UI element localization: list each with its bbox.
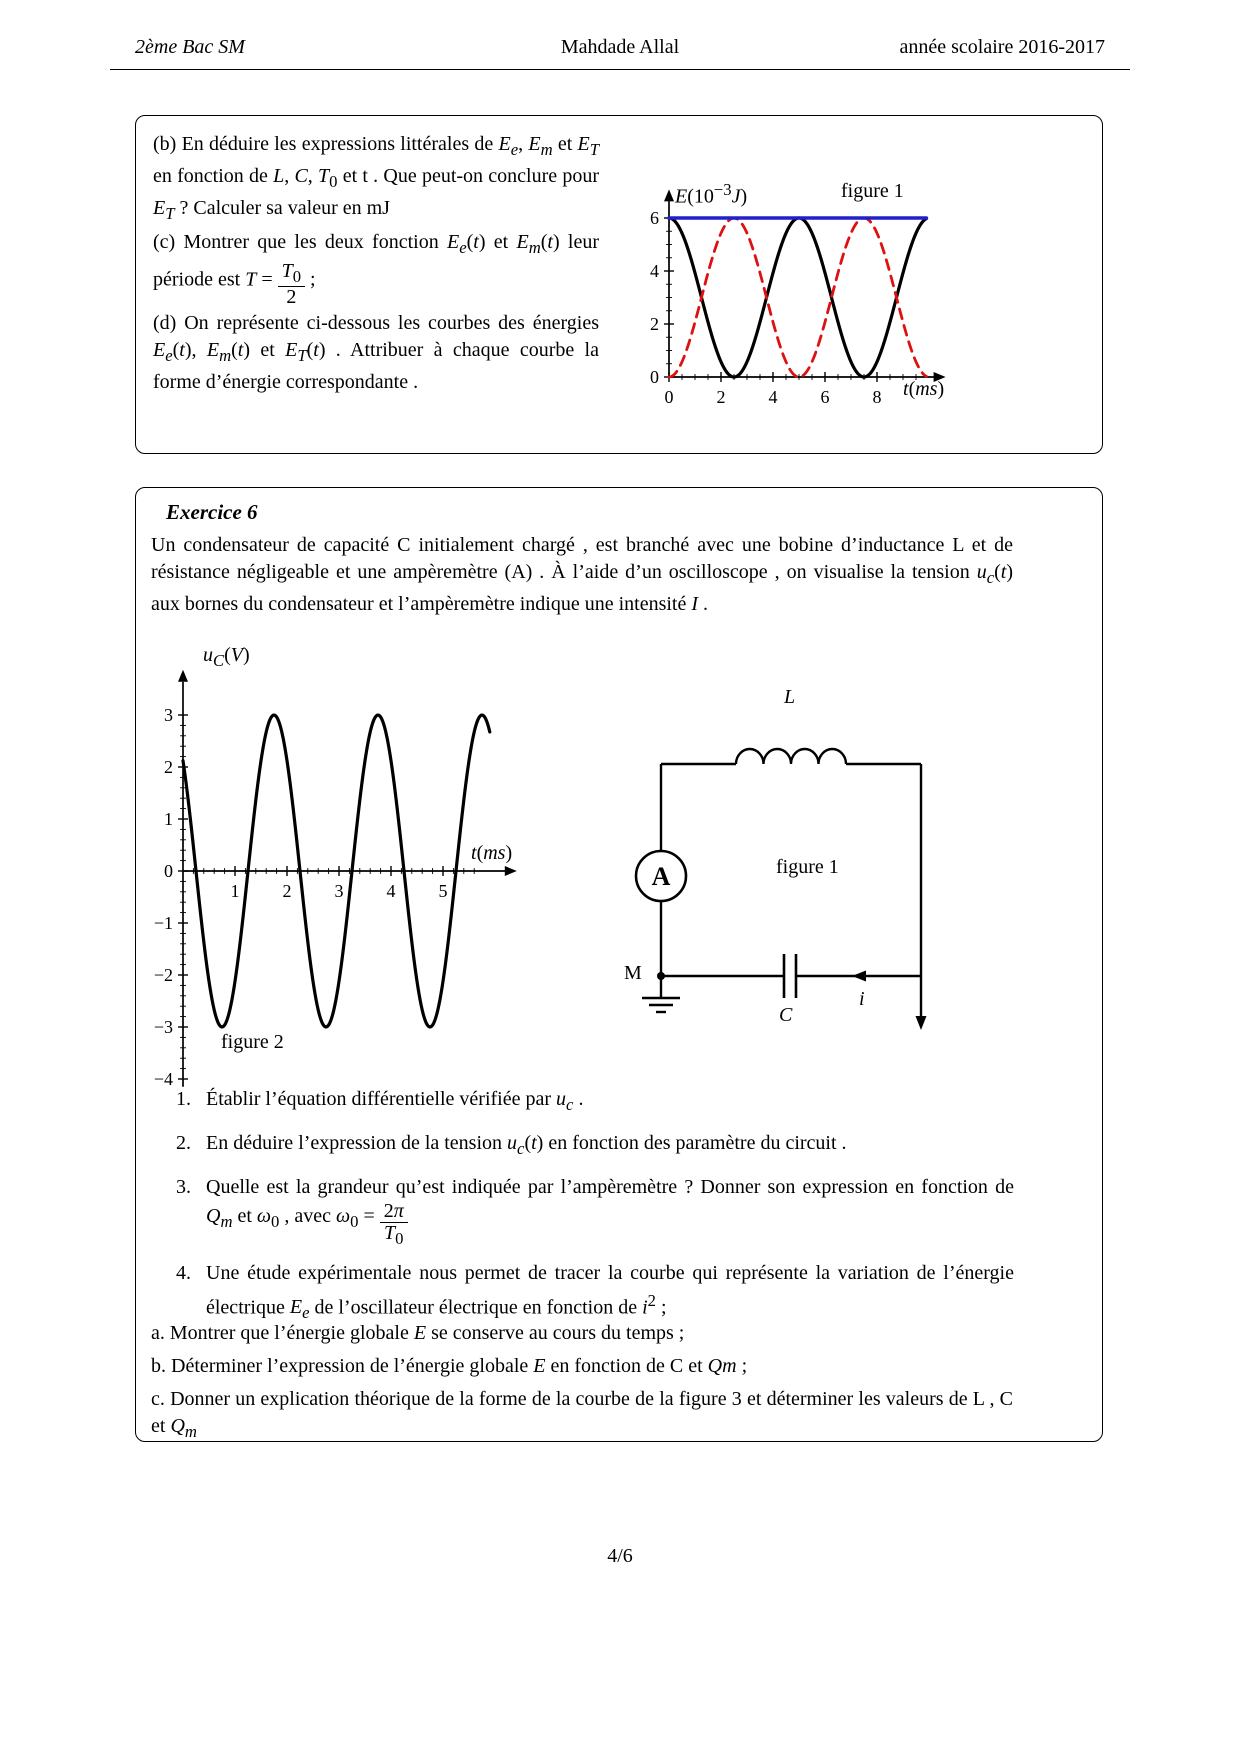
header-author: Mahdade Allal bbox=[560, 36, 680, 58]
svg-text:6: 6 bbox=[650, 208, 659, 228]
exercise6-box bbox=[135, 487, 1103, 1442]
svg-text:5: 5 bbox=[438, 881, 448, 901]
figure2-voltage-chart bbox=[141, 646, 533, 1098]
question-item-4 bbox=[176, 1260, 1014, 1327]
ammeter-letter: A bbox=[651, 862, 671, 891]
figure1-energy-chart bbox=[641, 180, 976, 428]
circuit-caption: figure 1 bbox=[776, 856, 839, 878]
inductor-label: L bbox=[784, 686, 796, 708]
question-list bbox=[176, 1086, 1014, 1338]
question-text: Une étude expérimentale nous permet de tracer la courbe qui représente la variation de l’énergie électrique $E_e$ de l’oscillateur électrique en fonction de $i^2$ ; bbox=[206, 1261, 1014, 1323]
question-number: 1. bbox=[176, 1088, 191, 1110]
svg-text:0: 0 bbox=[664, 387, 674, 407]
fig1-y-axis-label: $E(10^{-3}J)$ bbox=[675, 180, 748, 208]
voltage-chart-svg bbox=[141, 646, 533, 1098]
svg-text:−1: −1 bbox=[153, 913, 173, 933]
question-number: 4. bbox=[176, 1261, 191, 1284]
ground-icon bbox=[642, 976, 680, 1012]
svg-text:−3: −3 bbox=[153, 1017, 173, 1037]
node-m-label: M bbox=[624, 962, 642, 984]
sub-item-a: a. Montrer que l’énergie globale E se conserve au cours du temps ; bbox=[151, 1322, 685, 1344]
svg-text:3: 3 bbox=[334, 881, 344, 901]
svg-text:−4: −4 bbox=[153, 1069, 173, 1089]
svg-text:1: 1 bbox=[164, 809, 173, 829]
question-item-3 bbox=[176, 1174, 1014, 1248]
current-down-arrow-icon bbox=[916, 1016, 927, 1030]
question-b: (b) En déduire les expressions littérales de $E_e$, $E_m$ et $E_T$ en fonction de L, C, $T_0$ et t . Que peut-on conclure pour $E_T$ ? Calculer sa valeur en mJ bbox=[153, 133, 600, 223]
sub-item-c: c. Donner un explication théorique de la forme de la courbe de la figure 3 et déterminer les valeurs de L , C et $Q_m$ bbox=[151, 1388, 1013, 1441]
fig2-caption: figure 2 bbox=[221, 1031, 284, 1053]
svg-text:−2: −2 bbox=[153, 965, 173, 985]
fig1-caption: figure 1 bbox=[841, 180, 904, 202]
svg-text:8: 8 bbox=[872, 387, 882, 407]
exercise6-title: Exercice 6 bbox=[166, 500, 258, 524]
current-arrow-icon bbox=[852, 971, 866, 982]
fig2-x-axis-label: t(ms) bbox=[471, 842, 513, 864]
sub-question-list bbox=[151, 1320, 1013, 1451]
inductor-icon bbox=[736, 749, 846, 764]
svg-text:6: 6 bbox=[820, 387, 830, 407]
sub-item-b: b. Déterminer l’expression de l’énergie globale E en fonction de C et Qm ; bbox=[151, 1355, 748, 1377]
fig1-x-axis-label: t(ms) bbox=[903, 378, 945, 400]
svg-text:1: 1 bbox=[230, 881, 240, 901]
question-item-2 bbox=[176, 1130, 1014, 1162]
capacitor-label: C bbox=[779, 1004, 793, 1026]
circuit-figure bbox=[616, 686, 1101, 1051]
page-number: 4/6 bbox=[607, 1545, 633, 1567]
header-school-year: année scolaire 2016-2017 bbox=[899, 36, 1105, 58]
svg-text:2: 2 bbox=[716, 387, 726, 407]
question-d: (d) On représente ci-dessous les courbes des énergies $E_e(t)$, $E_m(t)$ et $E_T(t)$ . Attribuer à chaque courbe la forme d’énergie correspondante . bbox=[153, 311, 599, 393]
exercise5-questions bbox=[153, 131, 599, 398]
question-text: Quelle est la grandeur qu’est indiquée par l’ampèremètre ? Donner son expression en fonction de $Q_m$ et $\omega_0$ , avec $\omega_0$ = $\frac{2\pi}{T_0}$ bbox=[206, 1176, 1014, 1248]
fig2-y-axis-label: $u_C(V)$ bbox=[203, 644, 250, 670]
svg-text:4: 4 bbox=[768, 387, 778, 407]
exercise5-box bbox=[135, 115, 1103, 454]
svg-text:3: 3 bbox=[164, 705, 173, 725]
question-item-1 bbox=[176, 1086, 1014, 1118]
svg-text:4: 4 bbox=[386, 881, 396, 901]
question-text: En déduire l’expression de la tension $u_c(t)$ en fonction des paramètre du circuit . bbox=[206, 1132, 847, 1158]
current-label: i bbox=[859, 988, 865, 1010]
header-rule bbox=[110, 69, 1130, 70]
circuit-wires bbox=[661, 749, 921, 1016]
question-c: (c) Montrer que les deux fonction $E_e(t)$ et $E_m(t)$ leur période est T = $\frac{T_0}{2}$ ; bbox=[153, 231, 599, 308]
svg-text:4: 4 bbox=[650, 261, 659, 281]
capacitor-icon bbox=[784, 954, 796, 998]
header-course: 2ème Bac SM bbox=[135, 36, 245, 58]
svg-text:2: 2 bbox=[164, 757, 173, 777]
svg-text:0: 0 bbox=[164, 861, 173, 881]
exercise6-intro: Un condensateur de capacité C initialement chargé , est branché avec une bobine d’inductance L et de résistance négligeable et une ampèremètre (A) . À l’aide d’un oscilloscope , on visualise la tension $u_c(t)$ aux bornes du condensateur et l’ampèremètre indique une intensité I . bbox=[151, 534, 1013, 615]
question-number: 2. bbox=[176, 1132, 191, 1154]
svg-text:0: 0 bbox=[650, 367, 659, 387]
svg-text:2: 2 bbox=[650, 314, 659, 334]
question-text: Établir l’équation différentielle vérifiée par $u_c$ . bbox=[206, 1088, 584, 1114]
question-number: 3. bbox=[176, 1176, 191, 1198]
svg-text:2: 2 bbox=[282, 881, 292, 901]
